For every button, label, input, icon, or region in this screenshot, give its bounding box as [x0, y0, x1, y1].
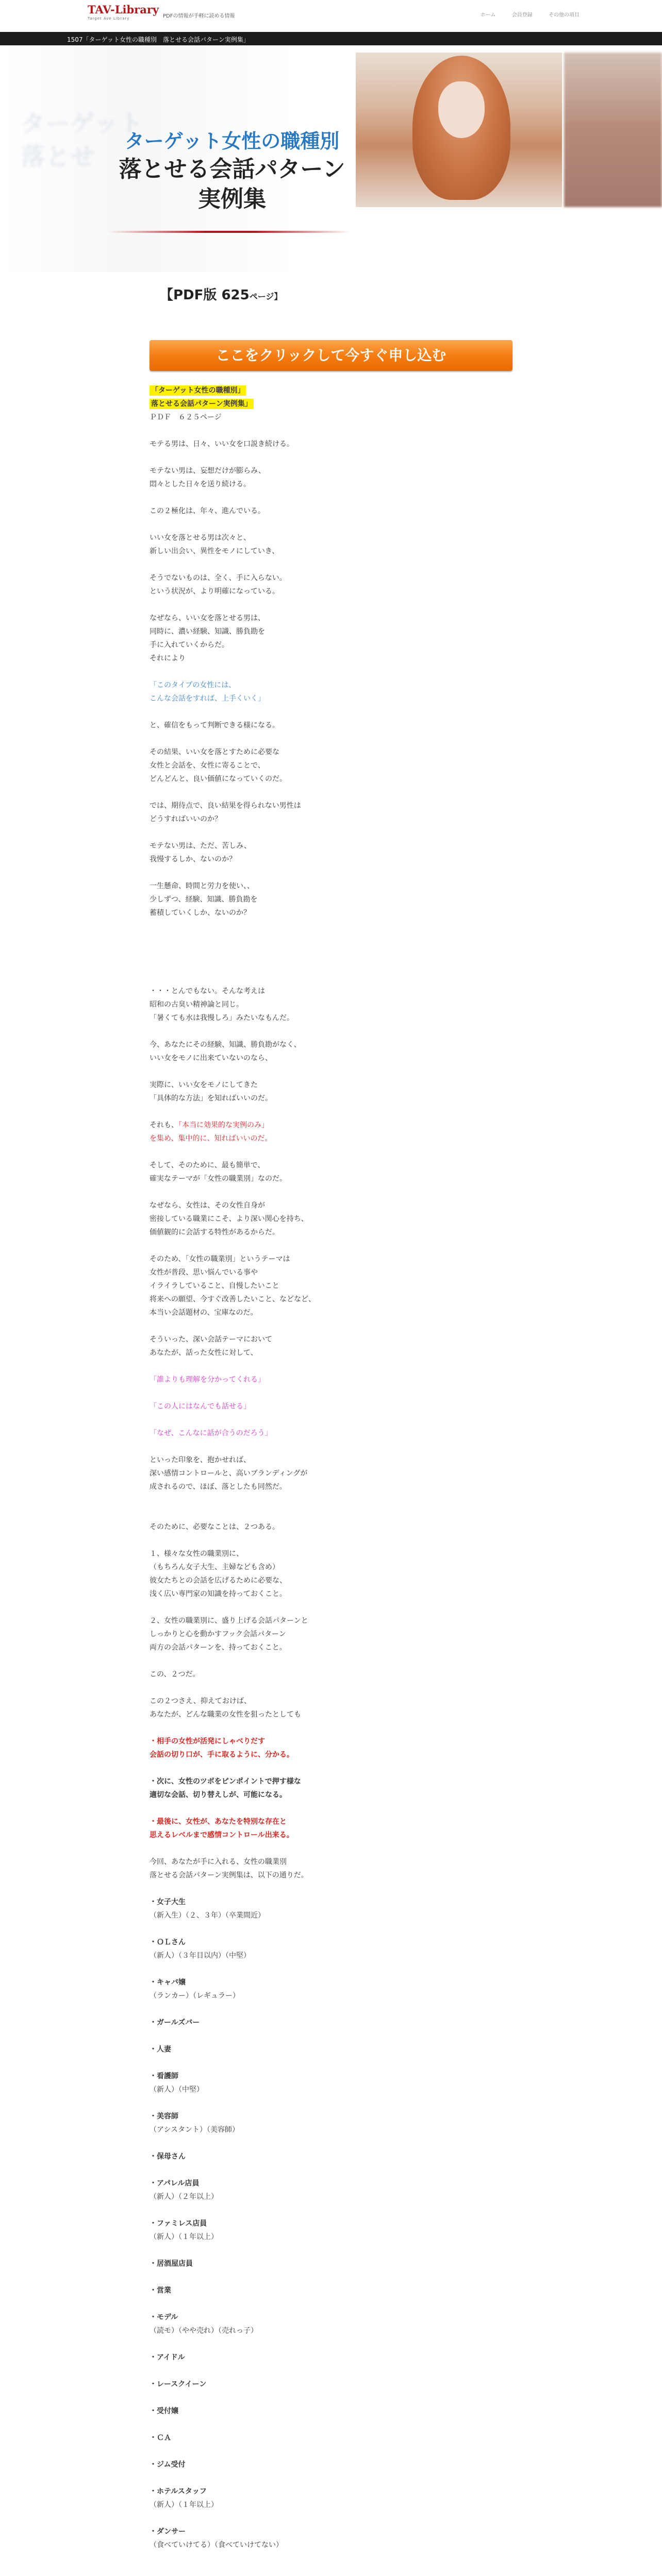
pink-quote-line: 「この人にはなんでも話せる」 [150, 1402, 251, 1411]
occupation-name: ・アパレル店員 [150, 2179, 200, 2188]
hero-photo-face [438, 81, 485, 138]
paragraph-6-line: 今回、あなたが手に入れる、女性の職業別 [150, 1858, 287, 1866]
paragraph-3-line: 実際に、いい女をモノにしてきた [150, 1081, 258, 1089]
hero-photo-blur [564, 53, 662, 207]
logo-subtitle: Target Ave Library [88, 16, 130, 21]
paragraph-5 [150, 1453, 521, 1721]
paragraph-1-line: 同時に、濃い経験、知識、勝負勘を [150, 628, 265, 636]
occupation-name: ・ジム受付 [150, 2461, 186, 2469]
title-bar [0, 32, 662, 45]
paragraph-1-line: 手に入れていくからだ。 [150, 641, 229, 649]
paragraph-4-line: そして、そのために、最も簡単で、 [150, 1161, 265, 1170]
paragraph-5-line [150, 1534, 521, 1547]
occupation-item [150, 2458, 521, 2471]
occupation-name: ・ＯＬさん [150, 1938, 186, 1946]
paragraph-2-line: 女性と会話を、女性に寄ることで、 [150, 761, 265, 770]
paragraph-1-line: この２極化は、年々、進んでいる。 [150, 507, 265, 515]
pdf-line: ＰＤＦ ６２５ページ [150, 413, 222, 421]
paragraph-2-line [150, 826, 521, 839]
occupation-item [150, 2016, 521, 2029]
occupation-detail: （アシスタント）（美容師） [150, 2126, 240, 2134]
occupation-item [150, 2404, 521, 2418]
hero-banner [0, 45, 662, 272]
occupation-name: ・保母さん [150, 2153, 186, 2161]
paragraph-3-line: 今、あなたにその経験、知識、勝負勘がなく、 [150, 1041, 301, 1049]
occupation-item [150, 2378, 521, 2391]
occupation-item [150, 1895, 521, 1922]
paragraph-2-line: 蓄積していくしか、ないのか？ [150, 909, 251, 917]
paragraph-2-line [150, 732, 521, 745]
paragraph-4 [150, 1159, 521, 1360]
paragraph-6 [150, 1855, 521, 1882]
benefit-3-line: 思えるレベルまで感情コントロール出来る。 [150, 1831, 294, 1839]
header-nav [466, 10, 580, 18]
occupation-item [150, 1976, 521, 2003]
occupation-detail: （新人）（中堅） [150, 2086, 204, 2094]
highlight-title-1: 「ターゲット女性の職種別」 [150, 385, 246, 396]
paragraph-3 [150, 985, 521, 1105]
benefit-1-line: 会話の切り口が、手に取るように、分かる。 [150, 1751, 294, 1759]
occupation-name: ・人妻 [150, 2045, 171, 2054]
paragraph-1-line: 悶々とした日々を送り続ける。 [150, 480, 251, 488]
pink-quote-line: 「なぜ、こんなに話が合うのだろう」 [150, 1429, 272, 1437]
red-quote-prefix: それも、 [150, 1121, 178, 1129]
paragraph-5-line [150, 1681, 521, 1694]
paragraph-5-line [150, 1654, 521, 1668]
paragraph-4-line: 価値観的に会話する特性があるからだ。 [150, 1228, 279, 1236]
occupation-item [150, 2043, 521, 2056]
blue-quote-line: 「このタイプの女性には、 [150, 681, 236, 689]
sales-copy [150, 384, 521, 2565]
occupation-detail: （読モ）（やや売れ）（売れっ子） [150, 2327, 258, 2335]
pink-quotes [150, 1373, 521, 1440]
hero-title-line1: ターゲット女性の職種別 [124, 130, 340, 152]
hero-title-line2: 落とせる会話パターン [119, 156, 345, 182]
paragraph-1-line: モテる男は、日々、いい女を口説き続ける。 [150, 440, 294, 448]
hero-title-line3: 実例集 [198, 186, 266, 212]
paragraph-4-line: そのため、「女性の職業別」というテーマは [150, 1255, 290, 1263]
benefit-3 [150, 1815, 521, 1842]
occupation-detail: （新人）（３年目以内）（中堅） [150, 1952, 251, 1960]
paragraph-3-line: ・・・とんでもない。そんな考えは [150, 987, 265, 995]
occupation-detail: （新人）（１年以上） [150, 2233, 218, 2241]
paragraph-2-line: どんどんと、良い価値になっていくのだ。 [150, 775, 287, 783]
paragraph-4-line [150, 1239, 521, 1252]
paragraph-4-line: 密接している職業にこそ、より深い関心を持ち、 [150, 1215, 308, 1223]
occupation-name: ・営業 [150, 2286, 171, 2295]
site-logo[interactable] [88, 4, 159, 21]
paragraph-4-line: 女性が普段、思い悩んでいる事や [150, 1268, 258, 1277]
paragraph-1-line [150, 491, 521, 504]
occupation-item [150, 2177, 521, 2204]
pdf-page-count: 625 [221, 287, 250, 303]
occupation-detail: （食べていけてる）（食べていけてない） [150, 2541, 283, 2549]
paragraph-2-line: と、確信をもって判断できる様になる。 [150, 721, 279, 730]
nav-link-register[interactable]: 会員登録 [511, 12, 533, 18]
benefit-2-line: ・次に、女性のツボをピンポイントで押す様な [150, 1777, 301, 1786]
occupation-item [150, 2311, 521, 2337]
hero-ghost-text: ターゲット 落とせ [21, 109, 144, 171]
occupation-item [150, 2070, 521, 2096]
paragraph-4-line: そういった、深い会話テーマにおいて [150, 1335, 272, 1344]
occupation-name: ・ガールズバー [150, 2019, 200, 2027]
paragraph-3-line [150, 1065, 521, 1078]
paragraph-2-line: その結果、いい女を落とすために必要な [150, 748, 279, 756]
paragraph-2-line: モテない男は、ただ、苦しみ、 [150, 842, 251, 850]
occupation-name: ・看護師 [150, 2072, 178, 2080]
paragraph-1-line [150, 451, 521, 464]
pdf-unit: ページ】 [249, 292, 283, 301]
occupation-name: ・レースクイーン [150, 2380, 207, 2388]
occupation-item [150, 2217, 521, 2244]
paragraph-2-line [150, 866, 521, 879]
occupation-item [150, 2110, 521, 2137]
paragraph-2-line: 少しずつ、経験、知識、勝負勘を [150, 895, 258, 904]
paragraph-2-line: 我慢するしか、ないのか？ [150, 855, 236, 863]
apply-now-button[interactable]: ここをクリックして今すぐ申し込む [150, 340, 512, 371]
paragraph-5-line [150, 1507, 521, 1520]
nav-link-home[interactable]: ホーム [480, 12, 496, 18]
occupation-name: ・ＣＡ [150, 2434, 171, 2442]
nav-link-other[interactable]: その他の項目 [549, 12, 580, 18]
paragraph-5-line: 成されるので、ほぼ、落としたも同然だ。 [150, 1483, 287, 1491]
paragraph-5-line [150, 1494, 521, 1507]
site-tagline: PDFの情報が手軽に読める情報 [163, 13, 235, 19]
occupation-detail: （新入生）（２、３年）（卒業間近） [150, 1911, 265, 1920]
occupation-item [150, 2284, 521, 2297]
paragraph-5-line: 両方の会話パターンを、持っておくこと。 [150, 1643, 287, 1652]
paragraph-4-line [150, 1319, 521, 1333]
occupation-name: ・美容師 [150, 2112, 178, 2121]
hero-divider [108, 231, 351, 233]
paragraph-5-line: この２つさえ、抑えておけば、 [150, 1697, 251, 1705]
paragraph-2 [150, 719, 521, 920]
occupation-name: ・ホテルスタッフ [150, 2487, 207, 2496]
paragraph-1-line: そうでないものは、全く、手に入らない。 [150, 574, 287, 582]
paragraph-4-line: 将来への願望、今すぐ改善したいこと、などなど、 [150, 1295, 316, 1303]
paragraph-4-line [150, 1185, 521, 1199]
occupation-item [150, 2257, 521, 2270]
occupation-name: ・女子大生 [150, 1898, 186, 1906]
occupation-item [150, 2431, 521, 2445]
paragraph-1-line [150, 558, 521, 571]
title-bar-text: 1507「ターゲット女性の職種別 落とせる会話パターン実例集」 [67, 36, 250, 43]
paragraph-2-line: 一生懸命、時間と労力を使い、、 [150, 882, 254, 890]
hero-title [103, 128, 361, 214]
pdf-label: 【PDF版 [160, 287, 222, 303]
paragraph-3-line [150, 1025, 521, 1038]
occupation-name: ・ファミレス店員 [150, 2219, 207, 2228]
paragraph-2-line [150, 786, 521, 799]
occupation-name: ・アイドル [150, 2353, 185, 2362]
occupation-item [150, 2485, 521, 2512]
benefit-1 [150, 1735, 521, 1761]
paragraph-1-line: 新しい出会い、異性をモノにしていき、 [150, 547, 279, 555]
paragraph-5-line: （もちろん女子大生、主婦なども含め） [150, 1563, 279, 1571]
occupation-item [150, 2525, 521, 2552]
paragraph-4-line: イライラしていること、自慢したいこと [150, 1282, 279, 1290]
paragraph-5-line: あなたが、どんな職業の女性を狙ったとしても [150, 1710, 301, 1719]
paragraph-6-line: 落とせる会話パターン実例集は、以下の通りだ。 [150, 1871, 308, 1879]
occupation-detail: （新人）（２年以上） [150, 2193, 218, 2201]
occupation-name: ・ダンサー [150, 2528, 186, 2536]
paragraph-4-line: なぜなら、女性は、その女性自身が [150, 1201, 265, 1210]
occupation-list [150, 1895, 521, 2552]
benefit-3-line: ・最後に、女性が、あなたを特別な存在と [150, 1818, 287, 1826]
paragraph-5-line: そのために、必要なことは、２つある。 [150, 1523, 279, 1531]
paragraph-1-line [150, 518, 521, 531]
red-quote-text: 「本当に効果的な実例のみ」 を集め、集中的に、知ればいいのだ。 [150, 1121, 272, 1143]
occupation-detail: （ランカー）（レギュラー） [150, 1992, 240, 2000]
paragraph-1-line [150, 598, 521, 612]
occupation-name: ・居酒屋店員 [150, 2260, 193, 2268]
paragraph-1-line: それにより [150, 654, 186, 663]
paragraph-5-line: 深い感情コントロールと、高いブランディングが [150, 1469, 308, 1478]
red-quote [150, 1118, 521, 1145]
paragraph-5-line: １、様々な女性の職業別に、 [150, 1550, 243, 1558]
occupation-item [150, 1936, 521, 1962]
occupation-name: ・受付嬢 [150, 2407, 178, 2415]
site-header [0, 0, 662, 32]
paragraph-1 [150, 437, 521, 665]
paragraph-2-line: どうすればいいのか？ [150, 815, 222, 823]
benefit-2 [150, 1775, 521, 1802]
paragraph-3-line: 昭和の古臭い精神論と同じ。 [150, 1001, 243, 1009]
paragraph-5-line: しっかりと心を動かすフック会話パターン [150, 1630, 286, 1638]
paragraph-5-line: ２、女性の職業別に、盛り上げる会話パターンと [150, 1617, 308, 1625]
paragraph-3-line: 「具体的な方法」を知ればいいのだ。 [150, 1094, 272, 1103]
paragraph-1-line: いい女を落とせる男は次々と、 [150, 534, 251, 542]
paragraph-1-line: モテない男は、妄想だけが膨らみ、 [150, 467, 266, 475]
blue-quote [150, 679, 521, 705]
paragraph-4-line: 確実なテーマが「女性の職業別」なのだ。 [150, 1175, 287, 1183]
paragraph-5-line: この、２つだ。 [150, 1670, 200, 1679]
paragraph-5-line: 浅く広い専門家の知識を持っておくこと。 [150, 1590, 287, 1598]
pink-quote-line: 「誰よりも理解を分かってくれる」 [150, 1376, 265, 1384]
occupation-name: ・モデル [150, 2313, 178, 2321]
paragraph-5-line: 彼女たちとの会話を広げるために必要な、 [150, 1577, 287, 1585]
benefit-2-line: 適切な会話、切り替えしが、可能になる。 [150, 1791, 287, 1799]
occupation-item [150, 2150, 521, 2163]
paragraph-1-line: という状況が、より明確になっている。 [150, 587, 279, 596]
benefit-1-line: ・相手の女性が活発にしゃべりだす [150, 1737, 265, 1745]
paragraph-3-line: 「暑くても水は我慢しろ」みたいなもんだ。 [150, 1014, 294, 1022]
paragraph-5-line [150, 1601, 521, 1614]
logo-title: TAV-Library [88, 3, 159, 16]
blue-quote-line: こんな会話をすれば、上手くいく」 [150, 694, 265, 703]
paragraph-3-line: いい女をモノに出来ていないのなら、 [150, 1054, 272, 1062]
highlight-title-2: 落とせる会話パターン実例集」 [150, 399, 254, 409]
pdf-pages-label [160, 284, 282, 303]
paragraph-2-line: では、期待点で、良い結果を得られない男性は [150, 802, 301, 810]
paragraph-4-line: あなたが、話った女性に対して、 [150, 1349, 258, 1357]
occupation-name: ・キャバ嬢 [150, 1978, 186, 1987]
paragraph-4-line: 本当い会話題材の、宝庫なのだ。 [150, 1309, 258, 1317]
occupation-item [150, 2351, 521, 2364]
paragraph-1-line: なぜなら、いい女を落とせる男は、 [150, 614, 265, 622]
paragraph-5-line: といった印象を、抱かせれば、 [150, 1456, 251, 1464]
occupation-detail: （新人）（１年以上） [150, 2501, 218, 2509]
